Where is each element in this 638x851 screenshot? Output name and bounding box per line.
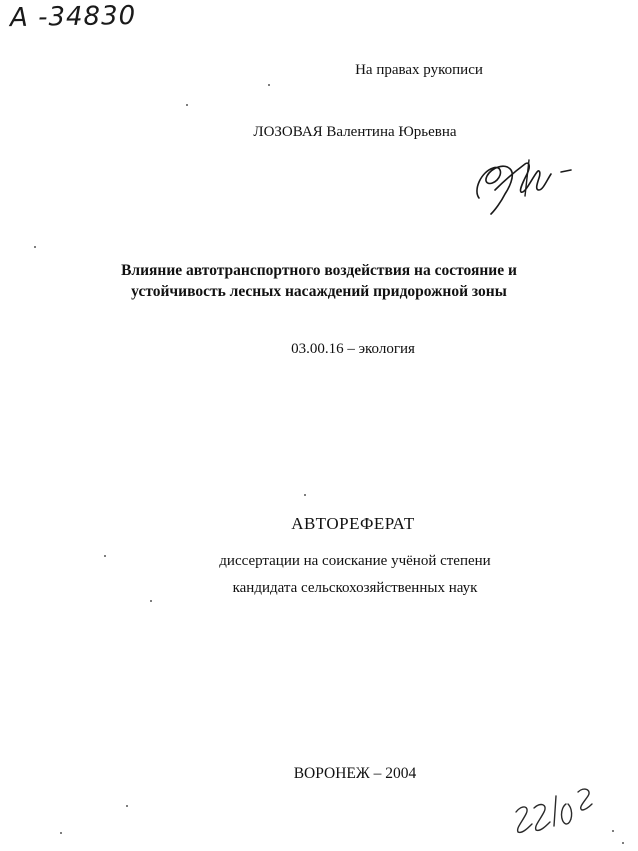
scan-speck: [268, 84, 270, 86]
handwritten-archive-number: А -34830: [9, 0, 137, 34]
city-and-year: ВОРОНЕЖ – 2004: [293, 765, 417, 782]
scan-speck: [150, 600, 152, 602]
rights-notice: На правах рукописи: [355, 62, 483, 78]
document-type-heading: АВТОРЕФЕРАТ: [291, 514, 415, 533]
scan-speck: [304, 494, 306, 496]
scan-speck: [60, 832, 62, 834]
scan-speck: [34, 246, 36, 248]
dissertation-title-line-2: устойчивость лесных насаждений придорожной зоны: [131, 283, 507, 300]
scan-speck: [186, 104, 188, 106]
scan-speck: [612, 830, 614, 832]
scan-speck: [126, 805, 128, 807]
dissertation-title-line-1: Влияние автотранспортного воздействия на состояние и: [121, 262, 517, 279]
author-name: ЛОЗОВАЯ Валентина Юрьевна: [253, 124, 457, 140]
handwritten-bottom-mark: [508, 782, 598, 846]
specialty-code: 03.00.16 – экология: [291, 341, 415, 357]
scan-speck: [622, 842, 624, 844]
degree-description-line-2: кандидата сельскохозяйственных наук: [232, 580, 478, 596]
signature-image: [465, 150, 580, 222]
scan-speck: [104, 555, 106, 557]
degree-description-line-1: диссертации на соискание учёной степени: [219, 553, 491, 569]
